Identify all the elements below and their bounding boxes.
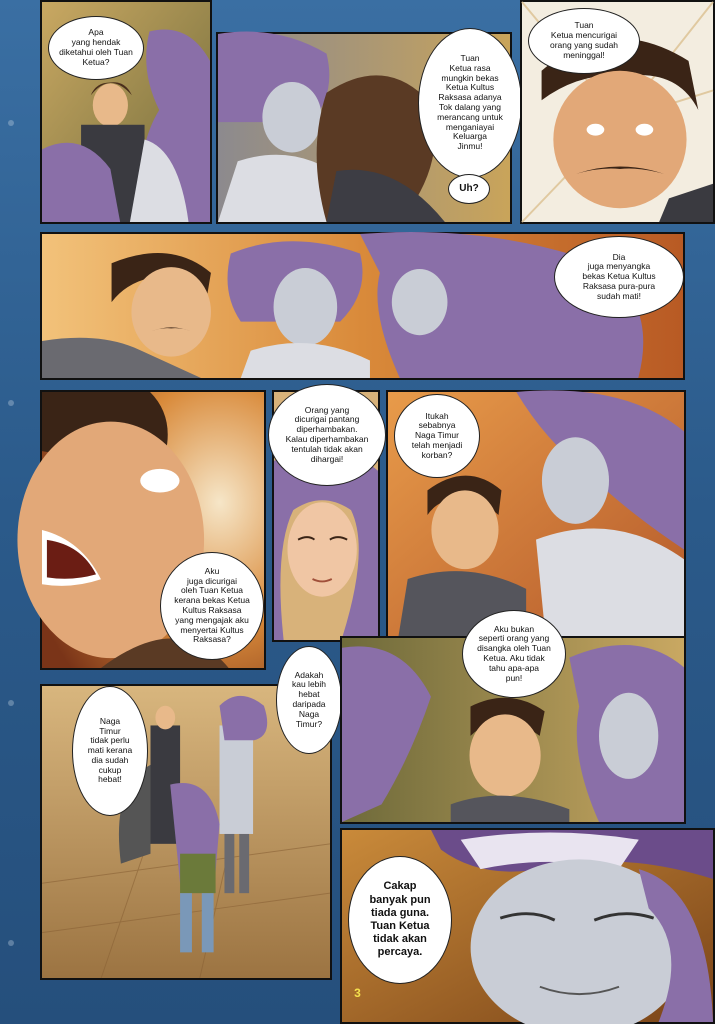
speech-bubble	[48, 16, 144, 80]
speech-bubble	[348, 856, 452, 984]
speech-bubble	[554, 236, 684, 318]
panel-6	[272, 390, 380, 642]
speech-text: Dia juga menyangka bekas Ketua Kultus Raksasa pura-pura sudah mati!	[582, 251, 656, 301]
speech-bubble	[394, 394, 480, 478]
speech-text: Uh?	[459, 183, 479, 195]
panel-3	[520, 0, 715, 224]
speech-text: Naga Timur tidak perlu mati kerana dia sudah cukup hebat!	[87, 715, 133, 785]
panel-1	[40, 0, 212, 224]
page-number: 3	[354, 986, 361, 1000]
speech-text: Tuan Ketua rasa mungkin bekas Ketua Kultus Raksasa adanya Tok dalang yang merancang untuk menganiayai Keluarga Jinmu!	[437, 53, 503, 152]
speech-bubble	[268, 384, 386, 486]
speech-bubble	[418, 28, 522, 178]
speech-text: Aku juga dicurigai oleh Tuan Ketua kerana bekas Ketua Kultus Raksasa yang mengajak aku menyertai Kultus Raksasa?	[174, 565, 250, 645]
speech-text: Adakah kau lebih hebat daripada Naga Timur?	[291, 669, 327, 729]
speech-bubble	[160, 552, 264, 660]
speech-text: Aku bukan seperti orang yang disangka oleh Tuan Ketua. Aku tidak tahu apa-apa pun!	[477, 623, 551, 683]
speech-text: Tuan Ketua mencurigai orang yang sudah meninggal!	[549, 20, 619, 60]
speech-bubble	[72, 686, 148, 816]
speech-bubble	[528, 8, 640, 74]
speech-text: Apa yang hendak diketahui oleh Tuan Ketua?	[59, 27, 133, 67]
panel-5	[40, 390, 266, 670]
panel-9	[340, 623, 686, 824]
speech-bubble	[462, 610, 566, 698]
speech-text: Cakap banyak pun tiada guna. Tuan Ketua tidak akan percaya.	[369, 880, 431, 959]
panel-7	[386, 390, 686, 642]
speech-bubble-2	[276, 646, 342, 754]
speech-text: Orang yang dicurigai pantang diperhambakan. Kalau diperhambakan tentulah tidak akan dihargai!	[285, 404, 369, 464]
panel-2	[216, 32, 512, 224]
panel-8	[40, 669, 332, 980]
speech-bubble-small	[448, 174, 490, 204]
panel-4	[40, 232, 685, 380]
speech-text: Itukah sebabnya Naga Timur telah menjadi korban?	[411, 410, 463, 460]
